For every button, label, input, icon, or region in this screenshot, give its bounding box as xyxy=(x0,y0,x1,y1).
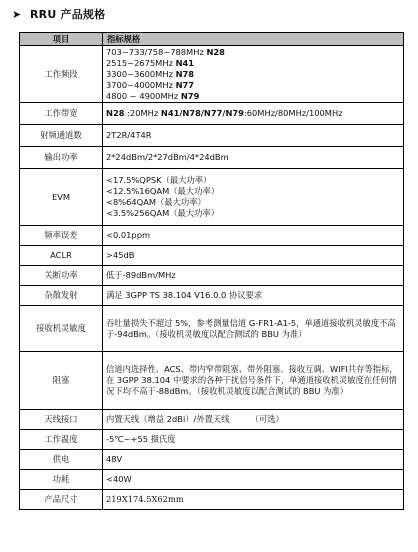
table-row xyxy=(20,306,404,352)
row-key: ACLR xyxy=(20,246,103,266)
header-item: 项目 xyxy=(20,33,103,46)
row-value: -5℃~+55 摄氏度 xyxy=(103,430,404,450)
row-key: 杂散发射 xyxy=(20,286,103,306)
row-key: 关断功率 xyxy=(20,266,103,286)
band-line: 3300~3600MHz N78 xyxy=(106,68,195,79)
table-row xyxy=(20,470,404,490)
table-row xyxy=(20,490,404,510)
row-value: 低于-89dBm/MHz xyxy=(103,266,404,286)
row-key: 工作频段 xyxy=(20,46,103,103)
band-line: 4800 ~ 4900MHz N79 xyxy=(106,90,200,101)
row-value xyxy=(103,169,404,226)
row-value: 2T2R/4T4R xyxy=(103,125,404,147)
table-row xyxy=(20,266,404,286)
row-key: 天线接口 xyxy=(20,410,103,430)
row-key: EVM xyxy=(20,169,103,226)
band-line: 3700~4000MHz N77 xyxy=(106,79,195,90)
table-row xyxy=(20,430,404,450)
row-value: >45dB xyxy=(103,246,404,266)
row-value: 信道内选择性、ACS、带内窄带阻塞、带外阻塞、接收互调、WIFI共存等指标，在 3GPP 38.104 中要求的各种干扰信号条件下，单通道接收机灵敏度在任何情况下均不高于-88dBm。（接收机灵敏度以配合测试的 BBU 为准） xyxy=(103,352,404,410)
section-title xyxy=(12,6,105,22)
row-key: 阻塞 xyxy=(20,352,103,410)
table-row xyxy=(20,246,404,266)
table-header-row xyxy=(20,33,404,46)
row-value: 219X174.5X62mm xyxy=(103,490,404,510)
row-key: 供电 xyxy=(20,450,103,470)
row-key: 频率误差 xyxy=(20,226,103,246)
table-row xyxy=(20,226,404,246)
header-spec: 指标规格 xyxy=(103,33,404,46)
row-key: 输出功率 xyxy=(20,147,103,169)
row-value: <0.01ppm xyxy=(103,226,404,246)
row-value: N28 :20MHz N41/N78/N77/N79:60MHz/80MHz/100MHz xyxy=(103,103,404,125)
row-value: <40W xyxy=(103,470,404,490)
evm-line: <17.5%QPSK（最大功率） xyxy=(106,175,212,185)
row-value: 满足 3GPP TS 38.104 V16.0.0 协议要求 xyxy=(103,286,404,306)
row-key: 接收机灵敏度 xyxy=(20,306,103,352)
table-row xyxy=(20,46,404,103)
section-title-text: RRU 产品规格 xyxy=(30,8,106,21)
row-value: 2*24dBm/2*27dBm/4*24dBm xyxy=(103,147,404,169)
arrow-bullet-icon: ➤ xyxy=(12,7,22,21)
evm-line: <8%64QAM（最大功率） xyxy=(106,197,206,207)
row-value: 吞吐量损失不超过 5%，参考测量信道 G-FR1-A1-5，单通道接收机灵敏度不高于-94dBm。（接收机灵敏度以配合测试的 BBU 为准） xyxy=(103,306,404,352)
table-row xyxy=(20,125,404,147)
table-row xyxy=(20,169,404,226)
evm-line: <12.5%16QAM（最大功率） xyxy=(106,186,220,196)
spec-table xyxy=(19,32,404,510)
table-row xyxy=(20,286,404,306)
band-line: 703~733/758~788MHz N28 xyxy=(106,46,225,57)
table-row xyxy=(20,450,404,470)
band-line: 2515~2675MHz N41 xyxy=(106,57,195,68)
table-row xyxy=(20,147,404,169)
row-key: 射频通道数 xyxy=(20,125,103,147)
row-value: 48V xyxy=(103,450,404,470)
row-key: 工作温度 xyxy=(20,430,103,450)
row-value xyxy=(103,46,404,103)
row-key: 功耗 xyxy=(20,470,103,490)
row-key: 产品尺寸 xyxy=(20,490,103,510)
table-row xyxy=(20,103,404,125)
row-key: 工作带宽 xyxy=(20,103,103,125)
table-row xyxy=(20,352,404,410)
table-row xyxy=(20,410,404,430)
evm-line: <3.5%256QAM（最大功率） xyxy=(106,208,220,218)
row-value: 内置天线（增益 2dBi）/外置天线 （可选） xyxy=(103,410,404,430)
